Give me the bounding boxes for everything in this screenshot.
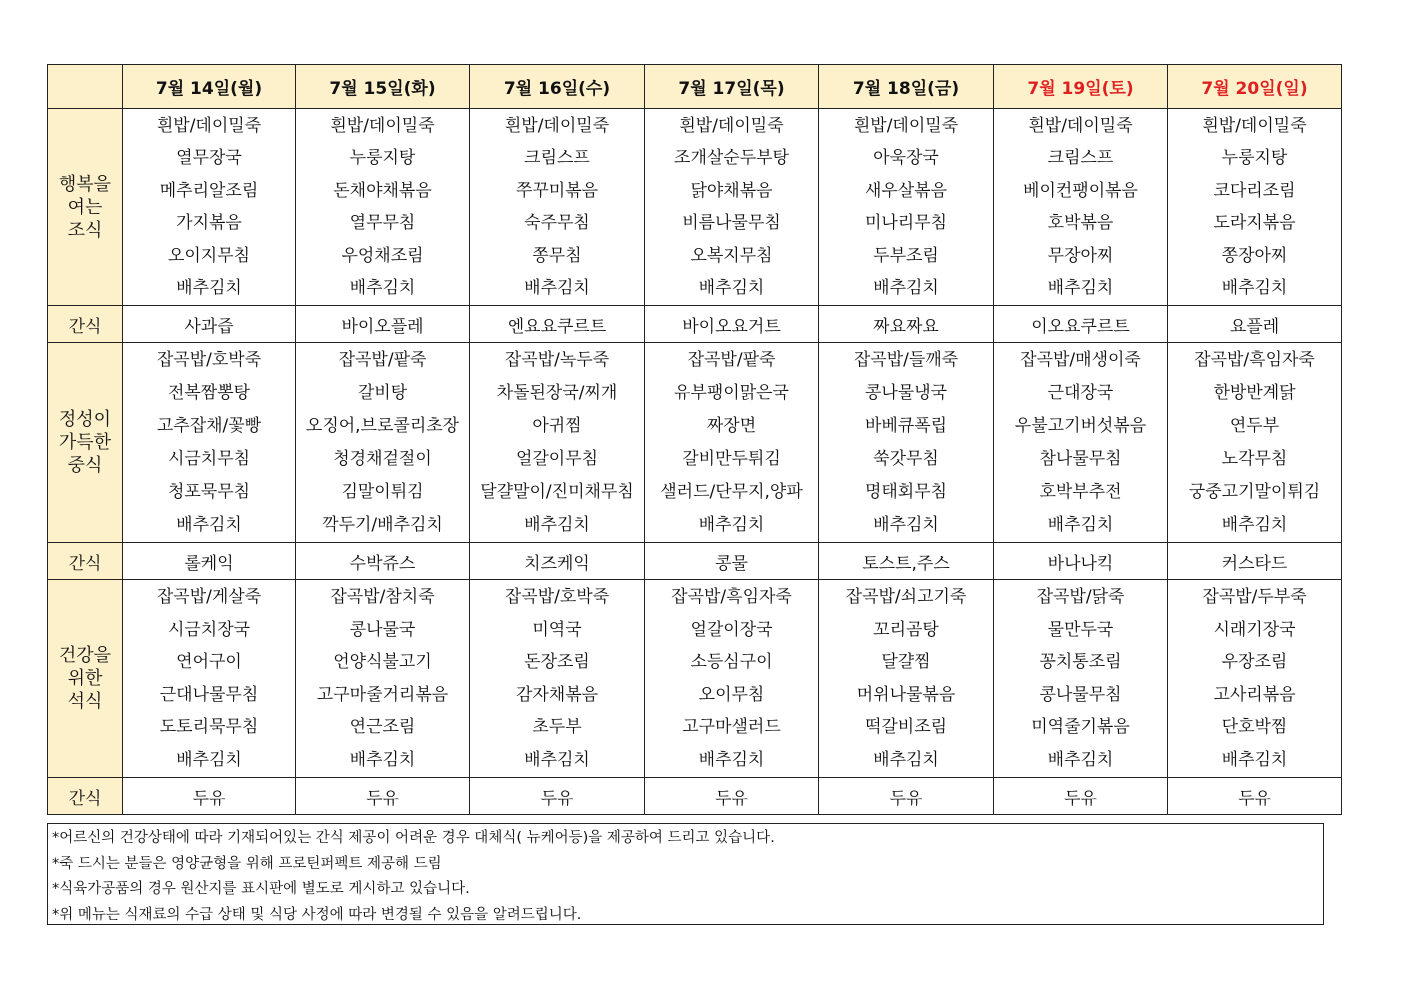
menu-item: 궁중고기말이튀김 bbox=[1188, 482, 1321, 502]
menu-item: 흰밥/데이밀죽 bbox=[330, 116, 435, 136]
menu-item: 얼갈이무침 bbox=[515, 449, 599, 469]
menu-item: 콩나물국 bbox=[349, 619, 416, 640]
menu-item: 열무무침 bbox=[349, 213, 416, 234]
menu-item: 고사리볶음 bbox=[1213, 684, 1296, 705]
menu-item: 배추김치 bbox=[873, 515, 939, 535]
menu-item: 쫑무침 bbox=[532, 245, 582, 266]
menu-item: 소등심구이 bbox=[690, 652, 773, 673]
snack-cell: 이오요쿠르트 bbox=[994, 306, 1168, 343]
menu-item: 흰밥/데이밀죽 bbox=[156, 116, 262, 136]
menu-item: 배추김치 bbox=[698, 515, 765, 535]
snack-label: 간식 bbox=[48, 778, 123, 815]
menu-item: 우불고기버섯볶음 bbox=[1014, 416, 1147, 436]
lunch-menu-cell bbox=[1168, 343, 1342, 543]
day-header: 7월 19일(토) bbox=[994, 65, 1168, 109]
menu-item: 배추김치 bbox=[873, 277, 939, 298]
menu-item: 전복짬뽕탕 bbox=[167, 383, 251, 403]
menu-item: 잡곡밥/흑임자죽 bbox=[671, 587, 792, 607]
breakfast-row bbox=[48, 109, 1342, 306]
menu-item: 연근조림 bbox=[349, 717, 416, 738]
menu-item: 잡곡밥/게살죽 bbox=[156, 587, 262, 607]
corner-cell bbox=[48, 65, 123, 109]
menu-item: 근대나물무침 bbox=[159, 684, 259, 705]
snack-cell: 토스트,주스 bbox=[819, 543, 994, 580]
menu-item: 떡갈비조림 bbox=[864, 717, 948, 738]
note-line: *어르신의 건강상태에 따라 기재되어있는 간식 제공이 어려운 경우 대체식( 뉴케어등)을 제공하여 드리고 있습니다. bbox=[52, 830, 775, 846]
snack-cell: 사과즙 bbox=[123, 306, 296, 343]
menu-item: 잡곡밥/들깨죽 bbox=[853, 350, 959, 370]
menu-item: 배추김치 bbox=[349, 749, 416, 770]
breakfast-menu-cell bbox=[994, 109, 1168, 306]
menu-item: 배추김치 bbox=[1221, 749, 1288, 770]
snack-cell: 두유 bbox=[470, 778, 645, 815]
menu-item: 잡곡밥/닭죽 bbox=[1036, 587, 1125, 607]
menu-item: 코다리조림 bbox=[1213, 180, 1296, 201]
menu-item: 누룽지탕 bbox=[349, 148, 416, 169]
menu-item: 달걀말이/진미채무침 bbox=[480, 482, 634, 502]
menu-item: 꽁치통조림 bbox=[1039, 652, 1122, 673]
menu-item: 잡곡밥/매생이죽 bbox=[1020, 350, 1141, 370]
menu-item: 배추김치 bbox=[524, 277, 590, 298]
menu-item: 비름나물무침 bbox=[682, 213, 781, 234]
menu-item: 물만두국 bbox=[1047, 619, 1114, 640]
snack-cell: 바나나킥 bbox=[994, 543, 1168, 580]
menu-item: 청경채겉절이 bbox=[333, 449, 432, 469]
dinner-menu-cell bbox=[1168, 580, 1342, 778]
menu-item: 미역국 bbox=[532, 619, 582, 640]
menu-item: 숙주무침 bbox=[524, 213, 590, 234]
menu-item: 잡곡밥/팥죽 bbox=[338, 350, 427, 370]
menu-item: 아귀찜 bbox=[532, 416, 582, 436]
menu-item: 오징어,브로콜리초장 bbox=[305, 416, 460, 436]
note-line: *죽 드시는 분들은 영양균형을 위해 프로틴퍼펙트 제공해 드림 bbox=[52, 855, 442, 872]
menu-item: 꼬리곰탕 bbox=[873, 619, 939, 640]
snack-cell: 롤케익 bbox=[123, 543, 296, 580]
breakfast-menu-cell bbox=[296, 109, 470, 306]
menu-item: 미역줄기볶음 bbox=[1031, 717, 1130, 738]
dinner-menu-cell bbox=[296, 580, 470, 778]
menu-item: 배추김치 bbox=[176, 277, 242, 298]
menu-item: 배추김치 bbox=[176, 749, 242, 770]
menu-item: 짜장면 bbox=[706, 416, 757, 436]
note-line: *식육가공품의 경우 원산지를 표시판에 별도로 게시하고 있습니다. bbox=[52, 881, 470, 897]
menu-item: 갈비탕 bbox=[357, 383, 408, 403]
header-row bbox=[48, 65, 1342, 109]
menu-item: 흰밥/데이밀죽 bbox=[504, 116, 610, 136]
dinner-label: 건강을 위한 석식 bbox=[48, 580, 123, 778]
menu-item: 잡곡밥/쇠고기죽 bbox=[845, 587, 967, 607]
lunch-row bbox=[48, 343, 1342, 543]
notes-box bbox=[47, 823, 1324, 925]
menu-item: 오이지무침 bbox=[167, 245, 251, 266]
menu-item: 흰밥/데이밀죽 bbox=[1028, 116, 1133, 136]
snack-cell: 커스타드 bbox=[1168, 543, 1342, 580]
lunch-menu-cell bbox=[994, 343, 1168, 543]
lunch-menu-cell bbox=[819, 343, 994, 543]
snack-cell: 수박쥬스 bbox=[296, 543, 470, 580]
snack-cell: 치즈케익 bbox=[470, 543, 645, 580]
menu-item: 누룽지탕 bbox=[1221, 148, 1288, 169]
menu-item: 잡곡밥/팥죽 bbox=[687, 350, 776, 370]
menu-item: 감자채볶음 bbox=[515, 684, 599, 705]
menu-item: 흰밥/데이밀죽 bbox=[679, 116, 784, 136]
menu-item: 가지볶음 bbox=[176, 213, 242, 234]
menu-item: 배추김치 bbox=[1047, 277, 1114, 298]
menu-item: 차돌된장국/찌개 bbox=[496, 383, 618, 403]
menu-item: 잡곡밥/참치죽 bbox=[330, 587, 435, 607]
menu-item: 크림스프 bbox=[524, 148, 590, 169]
breakfast-label: 행복을 여는 조식 bbox=[48, 109, 123, 306]
menu-item: 쭈꾸미볶음 bbox=[515, 180, 599, 201]
menu-item: 갈비만두튀김 bbox=[682, 449, 781, 469]
menu-item: 오복지무침 bbox=[690, 245, 773, 266]
snack2-row bbox=[48, 543, 1342, 580]
day-header: 7월 20일(일) bbox=[1168, 65, 1342, 109]
menu-item: 쫑장아찌 bbox=[1221, 245, 1288, 266]
menu-item: 쑥갓무침 bbox=[873, 449, 939, 469]
menu-item: 배추김치 bbox=[1221, 515, 1288, 535]
dinner-menu-cell bbox=[470, 580, 645, 778]
day-header: 7월 14일(월) bbox=[123, 65, 296, 109]
menu-item: 초두부 bbox=[532, 717, 582, 738]
menu-item: 잡곡밥/녹두죽 bbox=[504, 350, 610, 370]
menu-item: 청포묵무침 bbox=[167, 482, 251, 502]
menu-item: 닭야채볶음 bbox=[690, 180, 773, 201]
breakfast-menu-cell bbox=[1168, 109, 1342, 306]
menu-item: 우엉채조림 bbox=[341, 245, 424, 266]
menu-item: 무장아찌 bbox=[1047, 245, 1114, 266]
menu-item: 시래기장국 bbox=[1213, 619, 1296, 640]
menu-item: 배추김치 bbox=[524, 749, 590, 770]
snack3-row bbox=[48, 778, 1342, 815]
breakfast-menu-cell bbox=[645, 109, 819, 306]
snack-cell: 두유 bbox=[1168, 778, 1342, 815]
menu-item: 명태회무침 bbox=[864, 482, 948, 502]
menu-item: 근대장국 bbox=[1047, 383, 1114, 403]
menu-item: 잡곡밥/흑임자죽 bbox=[1194, 350, 1315, 370]
dinner-menu-cell bbox=[123, 580, 296, 778]
menu-item: 김말이튀김 bbox=[341, 482, 424, 502]
snack-cell: 두유 bbox=[645, 778, 819, 815]
menu-item: 고추잡채/꽃빵 bbox=[156, 416, 262, 436]
menu-item: 깍두기/배추김치 bbox=[322, 515, 443, 535]
menu-item: 유부팽이맑은국 bbox=[674, 383, 789, 403]
menu-item: 달걀찜 bbox=[881, 652, 931, 673]
menu-item: 도토리묵무침 bbox=[159, 717, 259, 738]
menu-item: 새우살볶음 bbox=[864, 180, 948, 201]
menu-item: 우장조림 bbox=[1221, 652, 1288, 673]
menu-item: 돈장조림 bbox=[524, 652, 590, 673]
menu-item: 미나리무침 bbox=[864, 213, 948, 234]
snack-cell: 두유 bbox=[296, 778, 470, 815]
snack-cell: 두유 bbox=[994, 778, 1168, 815]
menu-item: 샐러드/단무지,양파 bbox=[660, 482, 803, 502]
lunch-label: 정성이 가득한 중식 bbox=[48, 343, 123, 543]
snack-label: 간식 bbox=[48, 306, 123, 343]
menu-item: 고구마샐러드 bbox=[682, 717, 781, 738]
menu-item: 배추김치 bbox=[1221, 277, 1288, 298]
menu-item: 배추김치 bbox=[349, 277, 416, 298]
menu-item: 참나물무침 bbox=[1039, 449, 1122, 469]
lunch-menu-cell bbox=[645, 343, 819, 543]
menu-item: 도라지볶음 bbox=[1213, 213, 1296, 234]
menu-item: 콩나물무침 bbox=[1039, 684, 1122, 705]
menu-item: 돈채야채볶음 bbox=[333, 180, 432, 201]
menu-item: 시금치장국 bbox=[167, 619, 251, 640]
snack-cell: 바이오요거트 bbox=[645, 306, 819, 343]
snack-cell: 요플레 bbox=[1168, 306, 1342, 343]
menu-item: 호박부추전 bbox=[1039, 482, 1122, 502]
day-header: 7월 18일(금) bbox=[819, 65, 994, 109]
note-line: *위 메뉴는 식재료의 수급 상태 및 식당 사정에 따라 변경될 수 있음을 알려드립니다. bbox=[52, 906, 582, 923]
snack-cell: 두유 bbox=[819, 778, 994, 815]
menu-item: 아욱장국 bbox=[873, 148, 939, 169]
menu-item: 배추김치 bbox=[524, 515, 590, 535]
menu-item: 한방반계닭 bbox=[1213, 383, 1296, 403]
menu-item: 단호박찜 bbox=[1221, 717, 1288, 738]
menu-item: 배추김치 bbox=[1047, 749, 1114, 770]
menu-item: 크림스프 bbox=[1047, 148, 1114, 169]
menu-item: 잡곡밥/호박죽 bbox=[504, 587, 610, 607]
menu-item: 베이컨팽이볶음 bbox=[1023, 180, 1138, 201]
menu-item: 열무장국 bbox=[176, 148, 242, 169]
menu-item: 바베큐폭립 bbox=[864, 416, 948, 436]
dinner-menu-cell bbox=[819, 580, 994, 778]
menu-item: 두부조림 bbox=[873, 245, 939, 266]
menu-item: 얼갈이장국 bbox=[690, 619, 773, 640]
menu-item: 콩나물냉국 bbox=[864, 383, 948, 403]
snack-label: 간식 bbox=[48, 543, 123, 580]
menu-item: 고구마줄거리볶음 bbox=[316, 684, 449, 705]
menu-item: 잡곡밥/두부죽 bbox=[1202, 587, 1307, 607]
menu-item: 호박볶음 bbox=[1047, 213, 1114, 234]
menu-item: 잡곡밥/호박죽 bbox=[156, 350, 262, 370]
menu-item: 언양식불고기 bbox=[333, 652, 432, 673]
menu-item: 배추김치 bbox=[698, 749, 765, 770]
menu-item: 흰밥/데이밀죽 bbox=[853, 116, 959, 136]
dinner-menu-cell bbox=[645, 580, 819, 778]
day-header: 7월 17일(목) bbox=[645, 65, 819, 109]
menu-item: 노각무침 bbox=[1221, 449, 1288, 469]
breakfast-menu-cell bbox=[819, 109, 994, 306]
menu-item: 흰밥/데이밀죽 bbox=[1202, 116, 1307, 136]
day-header: 7월 16일(수) bbox=[470, 65, 645, 109]
breakfast-menu-cell bbox=[470, 109, 645, 306]
menu-item: 배추김치 bbox=[698, 277, 765, 298]
menu-item: 배추김치 bbox=[176, 515, 242, 535]
snack-cell: 콩물 bbox=[645, 543, 819, 580]
dinner-row bbox=[48, 580, 1342, 778]
breakfast-menu-cell bbox=[123, 109, 296, 306]
weekly-menu-table bbox=[47, 64, 1342, 815]
menu-item: 오이무침 bbox=[698, 684, 765, 705]
menu-item: 조개살순두부탕 bbox=[674, 148, 789, 169]
snack-cell: 두유 bbox=[123, 778, 296, 815]
menu-item: 머위나물볶음 bbox=[856, 684, 956, 705]
menu-item: 메추리알조림 bbox=[159, 180, 259, 201]
snack-cell: 짜요짜요 bbox=[819, 306, 994, 343]
lunch-menu-cell bbox=[470, 343, 645, 543]
dinner-menu-cell bbox=[994, 580, 1168, 778]
lunch-menu-cell bbox=[296, 343, 470, 543]
menu-item: 시금치무침 bbox=[167, 449, 251, 469]
menu-item: 연어구이 bbox=[176, 652, 242, 673]
snack1-row bbox=[48, 306, 1342, 343]
menu-item: 배추김치 bbox=[873, 749, 939, 770]
lunch-menu-cell bbox=[123, 343, 296, 543]
snack-cell: 바이오플레 bbox=[296, 306, 470, 343]
menu-item: 배추김치 bbox=[1047, 515, 1114, 535]
menu-item: 연두부 bbox=[1229, 416, 1280, 436]
snack-cell: 엔요요쿠르트 bbox=[470, 306, 645, 343]
day-header: 7월 15일(화) bbox=[296, 65, 470, 109]
